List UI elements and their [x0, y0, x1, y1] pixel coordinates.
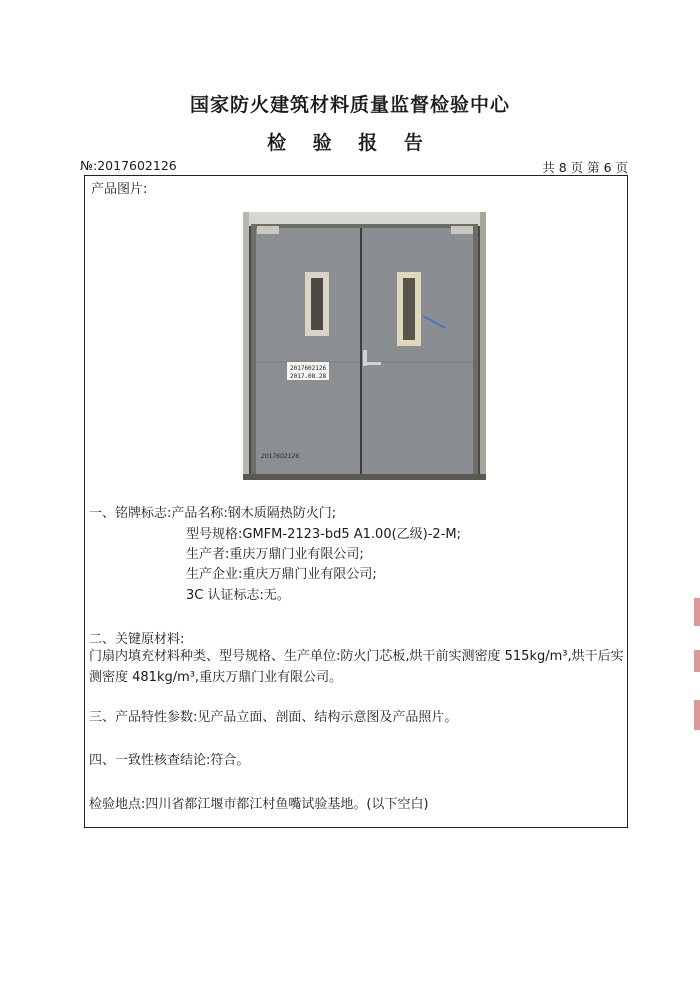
- edge-stamp-mark: [694, 650, 700, 672]
- materials-text: 门扇内填充材料种类、型号规格、生产单位:防火门芯板,烘干前实测密度 515kg/m³,烘干后实测密度 481kg/m³,重庆万鼎门业有限公司。: [89, 649, 624, 685]
- enterprise-label: 生产企业:: [186, 567, 243, 582]
- product-photo: [243, 212, 486, 480]
- door-handwriting: 2017602126: [261, 453, 300, 460]
- cert-value: 无。: [263, 588, 290, 603]
- nameplate-line-5: [186, 584, 290, 603]
- materials-heading: 二、关键原材料:: [89, 632, 185, 647]
- product-name-label: 产品名称:: [171, 506, 228, 521]
- edge-stamp-mark: [694, 700, 700, 730]
- producer-value: 重庆万鼎门业有限公司;: [229, 547, 364, 562]
- edge-stamp-mark: [694, 598, 700, 626]
- model-value: GMFM-2123-bd5 A1.00(乙级)-2-M;: [242, 527, 461, 542]
- report-number: №:2017602126: [80, 158, 177, 173]
- nameplate-line-2: [186, 523, 461, 542]
- nameplate-heading: 一、铭牌标志:: [89, 506, 172, 521]
- nameplate-line-3: [186, 543, 364, 562]
- characteristics-text: 三、产品特性参数:见产品立面、剖面、结构示意图及产品照片。: [89, 710, 458, 725]
- enterprise-value: 重庆万鼎门业有限公司;: [242, 567, 377, 582]
- page-count: 共 8 页 第 6 页: [542, 160, 628, 175]
- door-right-leaf: [362, 228, 473, 476]
- sticker-line-1: 2017602126: [290, 365, 327, 372]
- door-illustration: [243, 212, 486, 480]
- producer-label: 生产者:: [186, 547, 230, 562]
- door-handle: [363, 350, 367, 366]
- conclusion-text: 四、一致性核查结论:符合。: [89, 753, 250, 768]
- test-site-text: 检验地点:四川省都江堰市都江村鱼嘴试验基地。(以下空白): [89, 797, 429, 812]
- product-name: 钢木质隔热防火门;: [227, 506, 337, 521]
- photo-label: 产品图片:: [91, 182, 148, 197]
- organization-title: 国家防火建筑材料质量监督检验中心: [189, 94, 510, 116]
- model-label: 型号规格:: [186, 527, 243, 542]
- door-left-leaf: [256, 228, 360, 476]
- nameplate-line-1: [89, 502, 336, 521]
- report-title: 检 验 报 告: [267, 132, 433, 154]
- sticker-line-2: 2017.08.28: [290, 373, 327, 380]
- cert-label: 3C 认证标志:: [186, 588, 264, 603]
- nameplate-line-4: [186, 563, 377, 582]
